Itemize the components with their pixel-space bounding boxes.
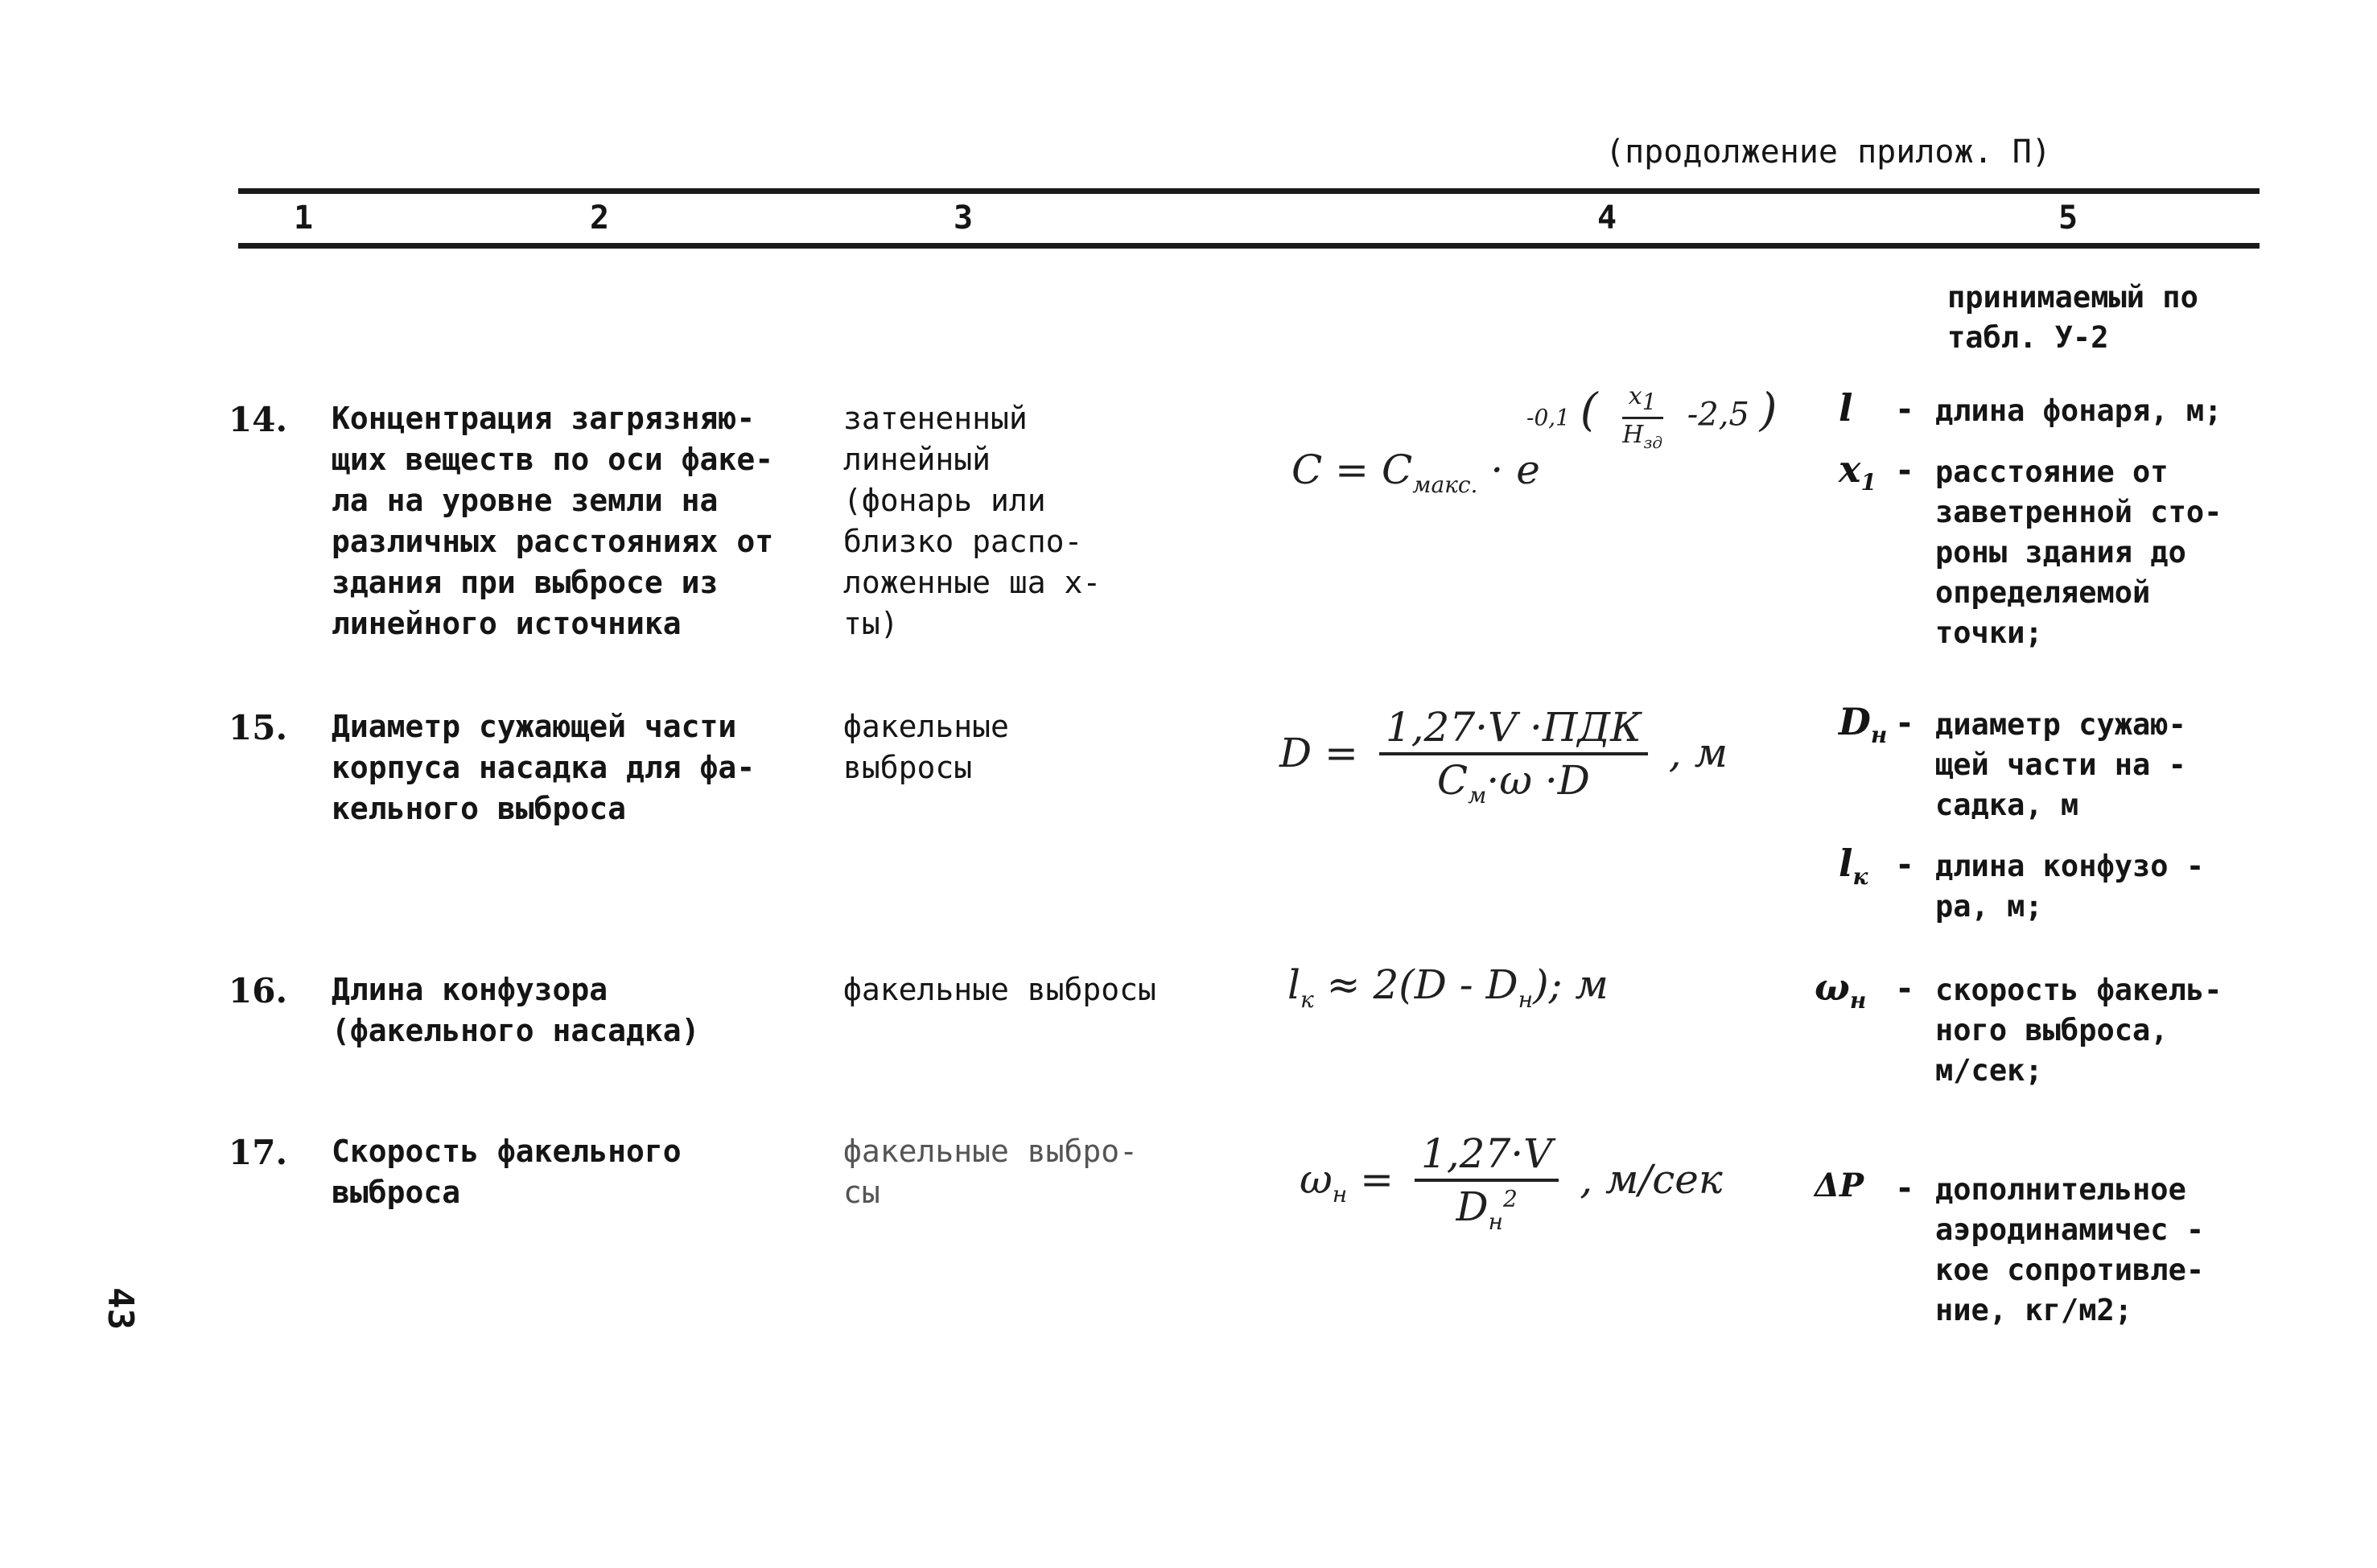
legend-symbol: l [1839, 386, 1853, 430]
row14-formula [1291, 382, 1778, 503]
formula-exponent: -0,1 ( $\frac{x_1}{H_{зд}}$ -2,5 ) [1526, 382, 1778, 452]
exp-coef: -0,1 [1526, 404, 1570, 431]
row16-source-type [843, 969, 1213, 1010]
column-number-3: 3 [954, 200, 974, 237]
formula-denominator: $C_м\cdot\omega \cdot D$ [1436, 757, 1590, 809]
exp-num-sub: 1 [1642, 389, 1657, 415]
exp-fraction [1616, 382, 1669, 452]
text-line: (фонарь или [843, 483, 1046, 518]
exp-den-sub: зд [1643, 433, 1663, 452]
header-rule-bottom [238, 243, 2260, 249]
legend-dash: - [1895, 846, 1915, 883]
text-line: Длина конфузора [332, 972, 608, 1007]
row16-parameter [332, 969, 830, 1052]
text-line: сы [843, 1175, 880, 1210]
formula-approx: ≈ [1326, 961, 1361, 1008]
legend-text: скорость факель- ного выброса, м/сек; [1935, 973, 2223, 1088]
legend-entry [1839, 700, 2257, 825]
row16-legend [1815, 965, 2257, 1091]
formula-cmax: C [1381, 447, 1413, 493]
formula-numerator: 1,27·V ·ПДК [1379, 704, 1648, 755]
column5-top-note [1947, 278, 2198, 358]
formula-lhs: $l_к$ [1287, 961, 1314, 1013]
column-number-2: 2 [590, 200, 610, 237]
note-line: табл. У-2 [1947, 320, 2109, 355]
legend-text: диаметр сужаю- щей части на - садка, м [1935, 707, 2186, 822]
legend-text: длина фонаря, м; [1935, 393, 2223, 428]
row17-formula [1300, 1130, 1723, 1235]
formula-base: e [1516, 447, 1540, 493]
formula-unit: , м/сек [1580, 1156, 1723, 1203]
column-number-5: 5 [2058, 200, 2078, 237]
formula-lhs: C [1291, 447, 1323, 493]
header-rule-top [238, 188, 2260, 194]
exp-tail: -2,5 [1687, 396, 1749, 434]
text-line: Диаметр сужающей части [332, 709, 737, 744]
row17-legend [1815, 1167, 2257, 1331]
row17-source-type [843, 1131, 1181, 1213]
column-number-4: 4 [1597, 200, 1617, 237]
formula-denominator: $D_н^2$ [1456, 1183, 1518, 1235]
formula-equals: = [1335, 447, 1370, 493]
text-line: факельные выбро- [843, 1134, 1139, 1169]
formula-equals: = [1324, 730, 1358, 776]
text-line: выбросы [843, 750, 973, 785]
row17-parameter [332, 1131, 830, 1213]
text-line: факельные выбросы [843, 972, 1156, 1007]
row-number-16: 16. [229, 971, 288, 1010]
formula-dot: · [1490, 447, 1504, 493]
text-line: здания при выбросе из [332, 565, 719, 600]
legend-dash: - [1895, 970, 1915, 1007]
row-number-14: 14. [229, 400, 288, 439]
formula-equals: = [1360, 1156, 1394, 1203]
legend-entry [1815, 965, 2257, 1091]
text-line: различных расстояниях от [332, 524, 774, 559]
legend-text: дополнительное аэродинамичес - кое сопротивле- ние, кг/м2; [1935, 1172, 2205, 1327]
formula-body: $2(D - D_н)$; [1373, 961, 1563, 1013]
legend-entry [1839, 386, 2257, 431]
page-number: 43 [100, 1287, 141, 1330]
text-line: близко распо- [843, 524, 1083, 559]
row15-legend [1839, 700, 2257, 927]
text-line: линейный [843, 442, 991, 477]
formula-numerator: 1,27·V [1415, 1130, 1559, 1182]
formula-fraction [1415, 1130, 1559, 1235]
legend-dash: - [1895, 1170, 1915, 1207]
row-number-17: 17. [229, 1133, 288, 1172]
text-line: Концентрация загрязняю- [332, 401, 756, 436]
text-line: щих веществ по оси факе- [332, 442, 774, 477]
legend-dash: - [1895, 391, 1915, 428]
formula-unit: м [1575, 961, 1609, 1008]
text-line: корпуса насадка для фа- [332, 750, 756, 785]
text-line: факельные [843, 709, 1009, 744]
legend-entry [1815, 1167, 2257, 1331]
row15-formula [1279, 704, 1728, 809]
formula-lhs: D [1279, 730, 1312, 776]
row14-source-type [843, 398, 1181, 644]
text-line: ла на уровне земли на [332, 483, 719, 518]
row-number-15: 15. [229, 708, 288, 747]
row15-source-type [843, 706, 1181, 788]
text-line: выброса [332, 1175, 461, 1210]
legend-symbol: $l_к$ [1839, 842, 1868, 891]
row16-formula [1287, 961, 1609, 1013]
text-line: кельного выброса [332, 791, 627, 826]
text-line: (факельного насадка) [332, 1013, 700, 1048]
formula-fraction [1379, 704, 1648, 809]
text-line: Скорость факельного [332, 1134, 682, 1169]
formula-lhs: $\omega_н$ [1300, 1156, 1348, 1208]
continuation-note: (продолжение прилож. П) [1605, 134, 2051, 171]
exp-den: H [1622, 421, 1644, 449]
text-line: линейного источника [332, 606, 682, 641]
legend-dash: - [1895, 452, 1915, 489]
formula-unit: , м [1668, 730, 1728, 776]
row14-parameter [332, 398, 830, 644]
legend-symbol: $\omega_н$ [1815, 965, 1867, 1014]
exp-num: x [1628, 382, 1642, 410]
column-number-1: 1 [294, 200, 314, 237]
legend-dash: - [1895, 705, 1915, 742]
row15-parameter [332, 706, 830, 829]
legend-text: расстояние от заветренной сто- роны здания до определяемой точки; [1935, 455, 2223, 650]
legend-symbol: ΔP [1815, 1167, 1864, 1204]
formula-cmax-sub: макс. [1412, 471, 1478, 498]
legend-symbol: $x_1$ [1839, 447, 1876, 496]
legend-entry [1839, 842, 2257, 927]
row14-legend [1839, 386, 2257, 653]
text-line: ложенные ша х- [843, 565, 1102, 600]
legend-text: длина конфузо - ра, м; [1935, 849, 2205, 924]
note-line: принимаемый по [1947, 280, 2198, 315]
text-line: затененный [843, 401, 1028, 436]
legend-symbol: $D_н$ [1839, 700, 1888, 749]
legend-entry [1839, 447, 2257, 653]
text-line: ты) [843, 606, 899, 641]
